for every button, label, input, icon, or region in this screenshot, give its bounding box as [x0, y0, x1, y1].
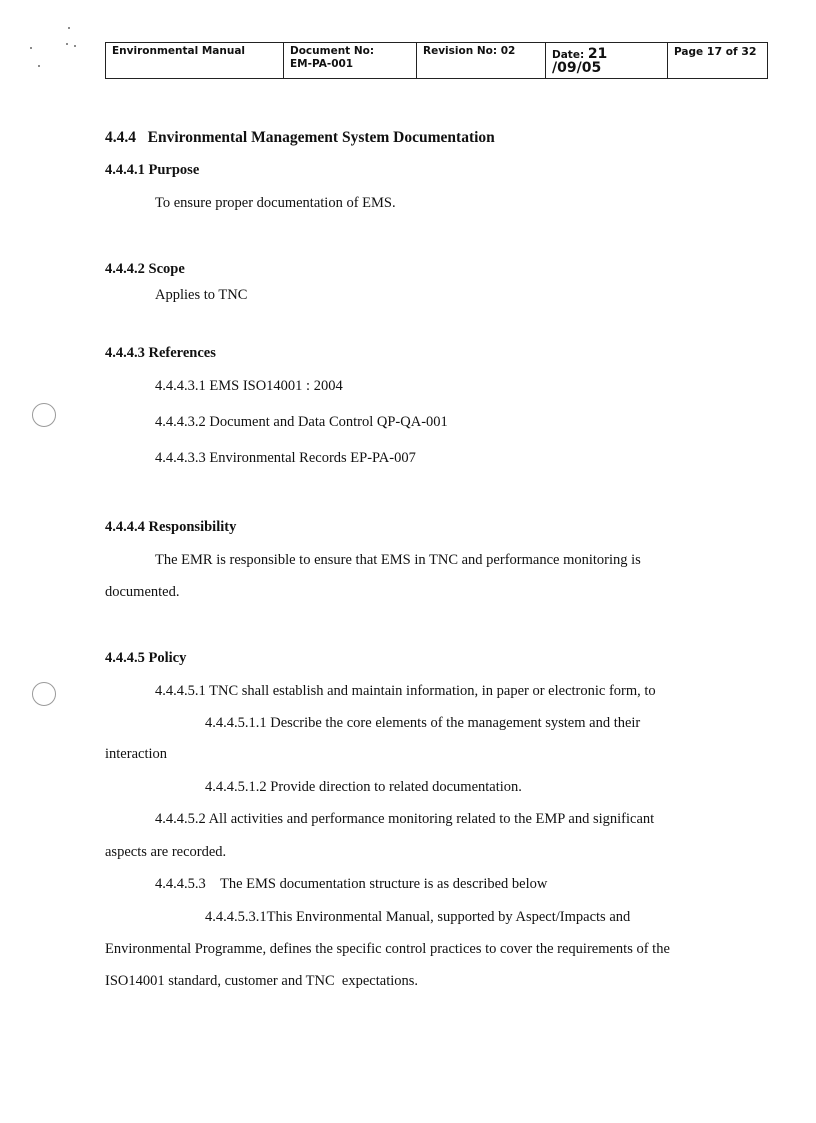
page-number: 17	[706, 45, 723, 58]
scope-heading: 4.4.4.2 Scope	[105, 261, 185, 277]
policy-clause-3-1: 4.4.4.5.3.1This Environmental Manual, supported by Aspect/Impacts and	[205, 909, 631, 925]
reference-item: 4.4.4.3.1 EMS ISO14001 : 2004	[155, 378, 343, 394]
doc-number-label: Document No:	[290, 45, 375, 57]
policy-heading: 4.4.4.5 Policy	[105, 650, 187, 666]
policy-clause-3: 4.4.4.5.3 The EMS documentation structure is as described below	[155, 876, 548, 892]
purpose-heading: 4.4.4.1 Purpose	[105, 162, 200, 178]
scan-speck	[38, 65, 40, 67]
date-value: 21 /09/05	[552, 46, 608, 76]
revision-number: Revision No: 02	[423, 45, 516, 57]
policy-clause-2-cont: aspects are recorded.	[105, 844, 227, 860]
responsibility-text-line2: documented.	[105, 584, 180, 600]
doc-number: EM-PA-001	[290, 58, 354, 70]
date-label: Date:	[552, 49, 585, 61]
reference-item: 4.4.4.3.3 Environmental Records EP-PA-007	[155, 450, 416, 466]
header-page-cell	[668, 43, 768, 79]
section-number: 4.4.4	[105, 129, 136, 146]
header-docno-cell	[284, 43, 417, 79]
manual-title: Environmental Manual	[112, 45, 246, 57]
scan-speck	[74, 45, 76, 47]
policy-clause-1-2: 4.4.4.5.1.2 Provide direction to related documentation.	[205, 779, 522, 795]
scan-speck	[66, 43, 68, 45]
punch-hole	[32, 682, 56, 706]
policy-clause-3-1-cont2: ISO14001 standard, customer and TNC expectations.	[105, 973, 419, 989]
section-heading	[105, 129, 495, 147]
scope-text: Applies to TNC	[155, 287, 248, 303]
responsibility-text-line1: The EMR is responsible to ensure that EMS in TNC and performance monitoring is	[155, 552, 641, 568]
policy-clause-1-1: 4.4.4.5.1.1 Describe the core elements of the management system and their	[205, 715, 641, 731]
references-heading: 4.4.4.3 References	[105, 345, 216, 361]
policy-clause-3-1-cont: Environmental Programme, defines the specific control practices to cover the requirements of the	[105, 941, 670, 957]
reference-item: 4.4.4.3.2 Document and Data Control QP-QA-001	[155, 414, 448, 430]
header-manual-cell	[106, 43, 284, 79]
section-title: Environmental Management System Documentation	[147, 129, 495, 146]
page-of: of	[725, 46, 738, 58]
policy-clause-2: 4.4.4.5.2 All activities and performance monitoring related to the EMP and significant	[155, 811, 655, 827]
punch-hole	[32, 403, 56, 427]
scan-speck	[68, 27, 70, 29]
header-revision-cell	[417, 43, 546, 79]
scan-speck	[30, 47, 32, 49]
header-date-cell	[546, 43, 668, 79]
page-total: 32	[741, 45, 757, 58]
policy-clause-1-1-cont: interaction	[105, 746, 168, 762]
purpose-text: To ensure proper documentation of EMS.	[155, 195, 396, 211]
document-header-table	[105, 42, 768, 79]
policy-clause-1: 4.4.4.5.1 TNC shall establish and maintain information, in paper or electronic form, to	[155, 683, 656, 699]
page-prefix: Page	[674, 46, 704, 58]
responsibility-heading: 4.4.4.4 Responsibility	[105, 519, 237, 535]
